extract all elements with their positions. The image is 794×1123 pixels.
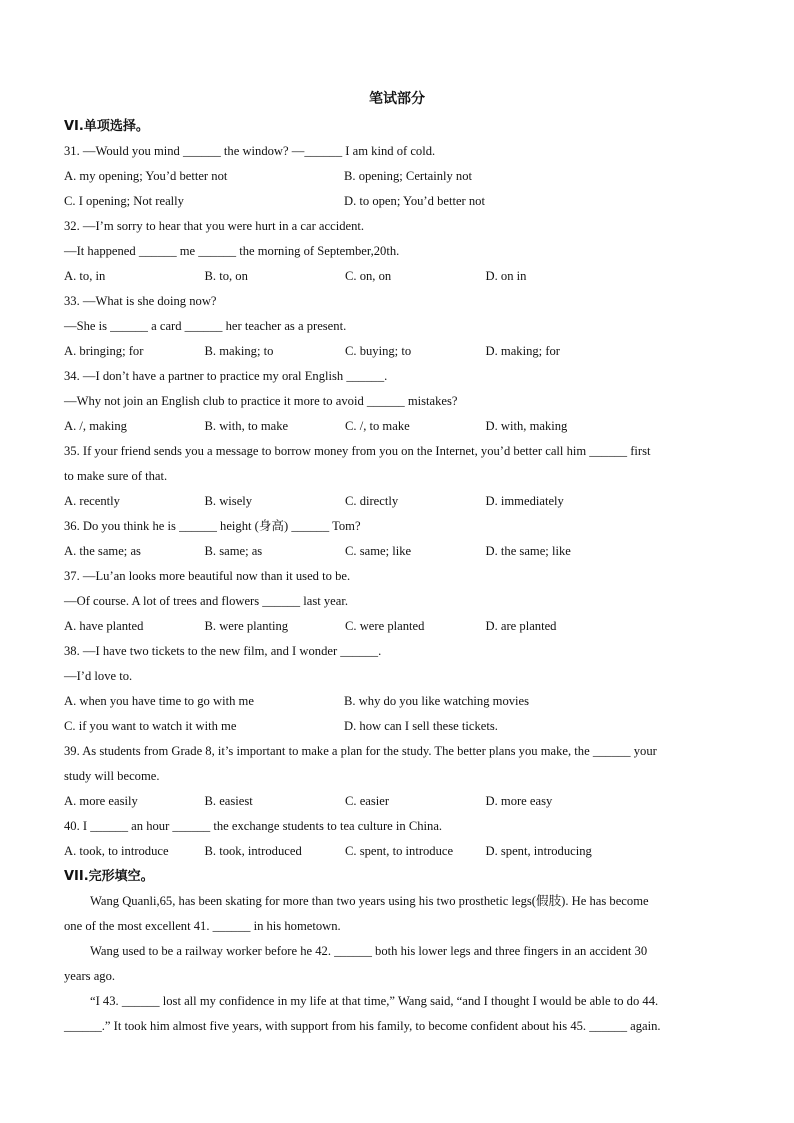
section-heading-multiple-choice: VI.单项选择。 <box>64 119 149 134</box>
question-34-option-b: B. with, to make <box>204 419 289 433</box>
question-40-option-d: D. spent, introducing <box>485 844 592 858</box>
question-32-stem-line1: 32. —I’m sorry to hear that you were hurt in a car accident. <box>64 219 365 233</box>
question-33-stem-line1: 33. —What is she doing now? <box>64 294 217 308</box>
passage-paragraph-3-line1: “I 43. ______ lost all my confidence in my life at that time,” Wang said, “and I thought I would be able to do 44. <box>90 994 659 1008</box>
question-33-options <box>64 339 734 364</box>
question-38-option-b: B. why do you like watching movies <box>344 694 530 708</box>
question-31-option-b: B. opening; Certainly not <box>344 169 473 183</box>
question-34-stem-line2: —Why not join an English club to practice it more to avoid ______ mistakes? <box>64 394 458 408</box>
question-36-options <box>64 539 734 564</box>
question-31-stem: 31. —Would you mind ______ the window? —______ I am kind of cold. <box>64 144 436 158</box>
question-38-option-c: C. if you want to watch it with me <box>64 719 237 733</box>
question-36-stem: 36. Do you think he is ______ height (身高) ______ Tom? <box>64 519 361 533</box>
question-39-stem-line1: 39. As students from Grade 8, it’s important to make a plan for the study. The better plans you make, the ______ your <box>64 744 657 758</box>
question-34-option-c: C. /, to make <box>345 419 410 433</box>
question-36-option-a: A. the same; as <box>64 544 141 558</box>
question-39-stem-line2: study will become. <box>64 769 160 783</box>
question-38-options-row1 <box>64 689 734 714</box>
question-40-option-a: A. took, to introduce <box>64 844 169 858</box>
question-37-stem-line1: 37. —Lu’an looks more beautiful now than it used to be. <box>64 569 351 583</box>
question-32-option-b: B. to, on <box>204 269 248 283</box>
question-32-option-d: D. on in <box>485 269 527 283</box>
question-32-stem-line2: —It happened ______ me ______ the morning of September,20th. <box>64 244 400 258</box>
question-39-option-c: C. easier <box>345 794 390 808</box>
passage-paragraph-2-line1: Wang used to be a railway worker before he 42. ______ both his lower legs and three fingers in an accident 30 <box>90 944 648 958</box>
question-36-option-d: D. the same; like <box>485 544 571 558</box>
question-34-option-a: A. /, making <box>64 419 127 433</box>
question-35-stem-line2: to make sure of that. <box>64 469 168 483</box>
question-35-option-c: C. directly <box>345 494 399 508</box>
question-39-options <box>64 789 734 814</box>
question-31-options-row2 <box>64 189 734 214</box>
question-39-option-a: A. more easily <box>64 794 138 808</box>
question-35-option-b: B. wisely <box>204 494 253 508</box>
question-35-options <box>64 489 734 514</box>
question-40-option-c: C. spent, to introduce <box>345 844 454 858</box>
question-37-stem-line2: —Of course. A lot of trees and flowers ______ last year. <box>64 594 348 608</box>
question-32-option-a: A. to, in <box>64 269 106 283</box>
passage-paragraph-1-line2: one of the most excellent 41. ______ in his hometown. <box>64 919 341 933</box>
passage-paragraph-2-line2: years ago. <box>64 969 116 983</box>
exam-content <box>64 114 734 1039</box>
question-33-stem-line2: —She is ______ a card ______ her teacher as a present. <box>64 319 347 333</box>
question-31-option-c: C. I opening; Not really <box>64 194 184 208</box>
question-40-options <box>64 839 734 864</box>
question-39-option-b: B. easiest <box>204 794 253 808</box>
question-33-option-d: D. making; for <box>485 344 560 358</box>
passage-paragraph-3-line2: ______.” It took him almost five years, with support from his family, to become confident about his 45. ______ again. <box>64 1019 661 1033</box>
question-36-option-c: C. same; like <box>345 544 412 558</box>
question-34-options <box>64 414 734 439</box>
passage-paragraph-1-line1: Wang Quanli,65, has been skating for more than two years using his two prosthetic legs(假肢). He has become <box>90 894 649 908</box>
question-37-option-d: D. are planted <box>485 619 557 633</box>
question-32-option-c: C. on, on <box>345 269 392 283</box>
question-31-options-row1 <box>64 164 734 189</box>
question-36-option-b: B. same; as <box>204 544 263 558</box>
question-38-stem-line2: —I’d love to. <box>64 669 133 683</box>
question-37-option-c: C. were planted <box>345 619 425 633</box>
question-37-option-b: B. were planting <box>204 619 289 633</box>
page-title: 笔试部分 <box>369 91 425 107</box>
question-35-option-a: A. recently <box>64 494 120 508</box>
question-40-stem: 40. I ______ an hour ______ the exchange students to tea culture in China. <box>64 819 443 833</box>
question-38-option-d: D. how can I sell these tickets. <box>344 719 498 733</box>
question-35-option-d: D. immediately <box>485 494 564 508</box>
question-38-options-row2 <box>64 714 734 739</box>
section-heading-cloze: VII.完形填空。 <box>64 869 154 884</box>
question-37-options <box>64 614 734 639</box>
question-31-option-d: D. to open; You’d better not <box>344 194 485 208</box>
question-40-option-b: B. took, introduced <box>204 844 302 858</box>
question-34-stem-line1: 34. —I don’t have a partner to practice my oral English ______. <box>64 369 388 383</box>
question-33-option-a: A. bringing; for <box>64 344 144 358</box>
question-39-option-d: D. more easy <box>485 794 553 808</box>
question-33-option-c: C. buying; to <box>345 344 412 358</box>
question-37-option-a: A. have planted <box>64 619 144 633</box>
question-38-option-a: A. when you have time to go with me <box>64 694 254 708</box>
question-34-option-d: D. with, making <box>485 419 568 433</box>
question-33-option-b: B. making; to <box>204 344 274 358</box>
question-38-stem-line1: 38. —I have two tickets to the new film, and I wonder ______. <box>64 644 382 658</box>
question-35-stem-line1: 35. If your friend sends you a message to borrow money from you on the Internet, you’d better call him ______ first <box>64 444 651 458</box>
question-32-options <box>64 264 734 289</box>
question-31-option-a: A. my opening; You’d better not <box>64 169 228 183</box>
